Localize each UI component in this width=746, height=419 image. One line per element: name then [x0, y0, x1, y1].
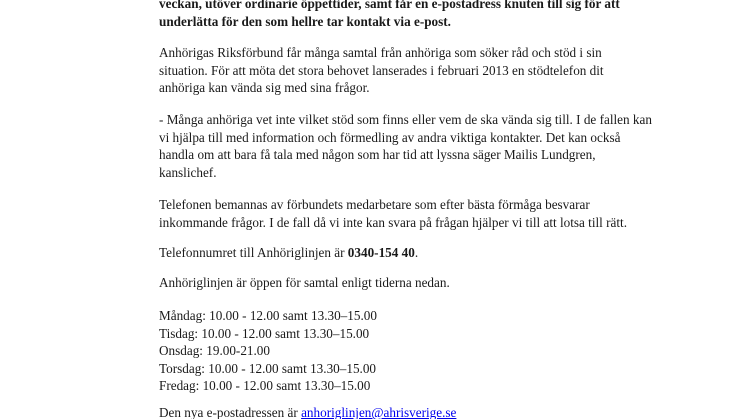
opening-hours-list — [159, 307, 719, 395]
paragraph-line: Telefonen bemannas av förbundets medarbetare som efter bästa förmåga besvarar — [159, 197, 590, 212]
staffing-paragraph — [159, 196, 719, 231]
lead-line: underlätta för den som hellre tar kontakt via e-post. — [159, 13, 451, 29]
intro-paragraph — [159, 44, 719, 97]
paragraph-line: Anhörigas Riksförbund får många samtal från anhöriga som söker råd och stöd i sin — [159, 45, 602, 60]
paragraph-line: Anhöriglinjen är öppen för samtal enligt tiderna nedan. — [159, 275, 450, 290]
hours-friday: Fredag: 10.00 - 12.00 samt 13.30–15.00 — [159, 378, 371, 394]
paragraph-line: vi hjälpa till med information och förmedling av andra viktiga kontakter. Det kan också — [159, 129, 621, 145]
email-prefix: Den nya e-postadressen är — [159, 405, 302, 419]
phone-number: 0340-154 40 — [347, 245, 415, 260]
lead-line: veckan, utöver ordinarie öppettider, samt får en e-postadress knuten till sig för att — [159, 0, 620, 11]
phone-suffix: . — [414, 245, 419, 260]
lead-paragraph — [159, 0, 719, 30]
hours-tuesday: Tisdag: 10.00 - 12.00 samt 13.30–15.00 — [159, 325, 370, 341]
quote-paragraph — [159, 111, 719, 181]
opening-paragraph — [159, 274, 719, 292]
paragraph-line: situation. För att möta det stora behovet lanserades i februari 2013 en stödtelefon dit — [159, 62, 604, 78]
phone-prefix: Telefonnumret till Anhöriglinjen är — [159, 245, 348, 260]
hours-wednesday: Onsdag: 19.00-21.00 — [159, 343, 270, 359]
hours-monday: Måndag: 10.00 - 12.00 samt 13.30–15.00 — [159, 308, 377, 323]
paragraph-line: - Många anhöriga vet inte vilket stöd som finns eller vem de ska vända sig till. I de fallen kan — [159, 112, 652, 127]
paragraph-line: handla om att bara få tala med någon som har tid att lyssna säger Mailis Lundgren, — [159, 147, 596, 163]
paragraph-line: inkommande frågor. I de fall då vi inte kan svara på frågan hjälper vi till att lotsa till rätt. — [159, 214, 628, 230]
phone-paragraph — [159, 244, 719, 262]
email-link[interactable]: anhoriglinjen@ahrisverige.se — [301, 405, 457, 419]
paragraph-line: anhöriga kan vända sig med sina frågor. — [159, 80, 370, 96]
paragraph-line: kanslichef. — [159, 164, 217, 180]
hours-thursday: Torsdag: 10.00 - 12.00 samt 13.30–15.00 — [159, 360, 377, 376]
email-paragraph — [159, 404, 719, 419]
